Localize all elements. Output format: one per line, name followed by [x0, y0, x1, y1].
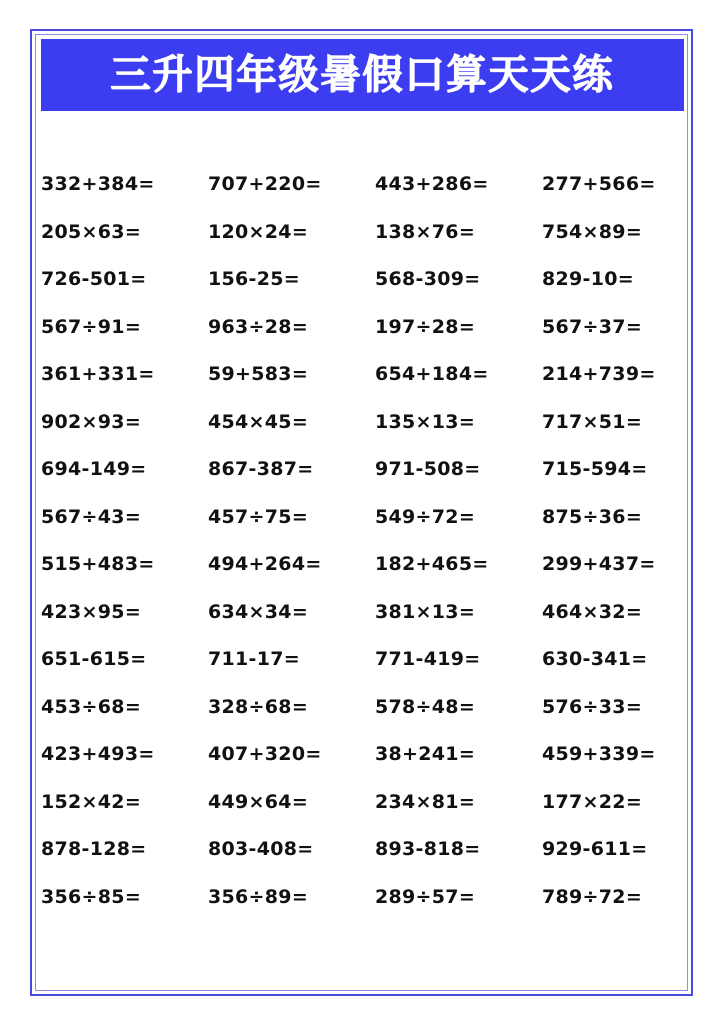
arithmetic-problem: 789÷72=: [542, 885, 643, 908]
arithmetic-problem: 361+331=: [41, 363, 155, 385]
arithmetic-problem: 423×95=: [41, 600, 142, 623]
arithmetic-problem: 494+264=: [208, 553, 322, 575]
problem-grid: [41, 161, 711, 921]
arithmetic-problem: 59+583=: [208, 363, 309, 385]
arithmetic-problem: 459+339=: [542, 743, 656, 765]
arithmetic-problem: 423+493=: [41, 743, 155, 765]
arithmetic-problem: 567÷43=: [41, 505, 142, 528]
arithmetic-problem: 38+241=: [375, 743, 476, 765]
title-banner: [41, 39, 684, 111]
arithmetic-problem: 205×63=: [41, 220, 142, 243]
arithmetic-problem: 726-501=: [41, 268, 147, 290]
arithmetic-problem: 878-128=: [41, 838, 147, 860]
arithmetic-problem: 449×64=: [208, 790, 309, 813]
arithmetic-problem: 576÷33=: [542, 695, 643, 718]
arithmetic-problem: 654+184=: [375, 363, 489, 385]
arithmetic-problem: 356÷85=: [41, 885, 142, 908]
arithmetic-problem: 515+483=: [41, 553, 155, 575]
arithmetic-problem: 867-387=: [208, 458, 314, 480]
arithmetic-problem: 651-615=: [41, 648, 147, 670]
arithmetic-problem: 754×89=: [542, 220, 643, 243]
arithmetic-problem: 549÷72=: [375, 505, 476, 528]
arithmetic-problem: 214+739=: [542, 363, 656, 385]
arithmetic-problem: 771-419=: [375, 648, 481, 670]
arithmetic-problem: 120×24=: [208, 220, 309, 243]
page-title: 三升四年级暑假口算天天练: [110, 52, 615, 98]
arithmetic-problem: 971-508=: [375, 458, 481, 480]
arithmetic-problem: 634×34=: [208, 600, 309, 623]
arithmetic-problem: 630-341=: [542, 648, 648, 670]
arithmetic-problem: 902×93=: [41, 410, 142, 433]
arithmetic-problem: 568-309=: [375, 268, 481, 290]
arithmetic-problem: 457÷75=: [208, 505, 309, 528]
arithmetic-problem: 332+384=: [41, 173, 155, 195]
arithmetic-problem: 234×81=: [375, 790, 476, 813]
arithmetic-problem: 893-818=: [375, 838, 481, 860]
arithmetic-problem: 356÷89=: [208, 885, 309, 908]
arithmetic-problem: 707+220=: [208, 173, 322, 195]
arithmetic-problem: 453÷68=: [41, 695, 142, 718]
arithmetic-problem: 182+465=: [375, 553, 489, 575]
arithmetic-problem: 711-17=: [208, 648, 301, 670]
arithmetic-problem: 407+320=: [208, 743, 322, 765]
arithmetic-problem: 567÷37=: [542, 315, 643, 338]
arithmetic-problem: 715-594=: [542, 458, 648, 480]
arithmetic-problem: 381×13=: [375, 600, 476, 623]
arithmetic-problem: 929-611=: [542, 838, 648, 860]
arithmetic-problem: 197÷28=: [375, 315, 476, 338]
arithmetic-problem: 152×42=: [41, 790, 142, 813]
arithmetic-problem: 829-10=: [542, 268, 635, 290]
arithmetic-problem: 299+437=: [542, 553, 656, 575]
arithmetic-problem: 177×22=: [542, 790, 643, 813]
arithmetic-problem: 578÷48=: [375, 695, 476, 718]
arithmetic-problem: 963÷28=: [208, 315, 309, 338]
arithmetic-problem: 328÷68=: [208, 695, 309, 718]
arithmetic-problem: 454×45=: [208, 410, 309, 433]
arithmetic-problem: 138×76=: [375, 220, 476, 243]
arithmetic-problem: 803-408=: [208, 838, 314, 860]
arithmetic-problem: 443+286=: [375, 173, 489, 195]
arithmetic-problem: 277+566=: [542, 173, 656, 195]
arithmetic-problem: 875÷36=: [542, 505, 643, 528]
arithmetic-problem: 135×13=: [375, 410, 476, 433]
arithmetic-problem: 289÷57=: [375, 885, 476, 908]
arithmetic-problem: 567÷91=: [41, 315, 142, 338]
arithmetic-problem: 156-25=: [208, 268, 301, 290]
arithmetic-problem: 717×51=: [542, 410, 643, 433]
arithmetic-problem: 464×32=: [542, 600, 643, 623]
arithmetic-problem: 694-149=: [41, 458, 147, 480]
